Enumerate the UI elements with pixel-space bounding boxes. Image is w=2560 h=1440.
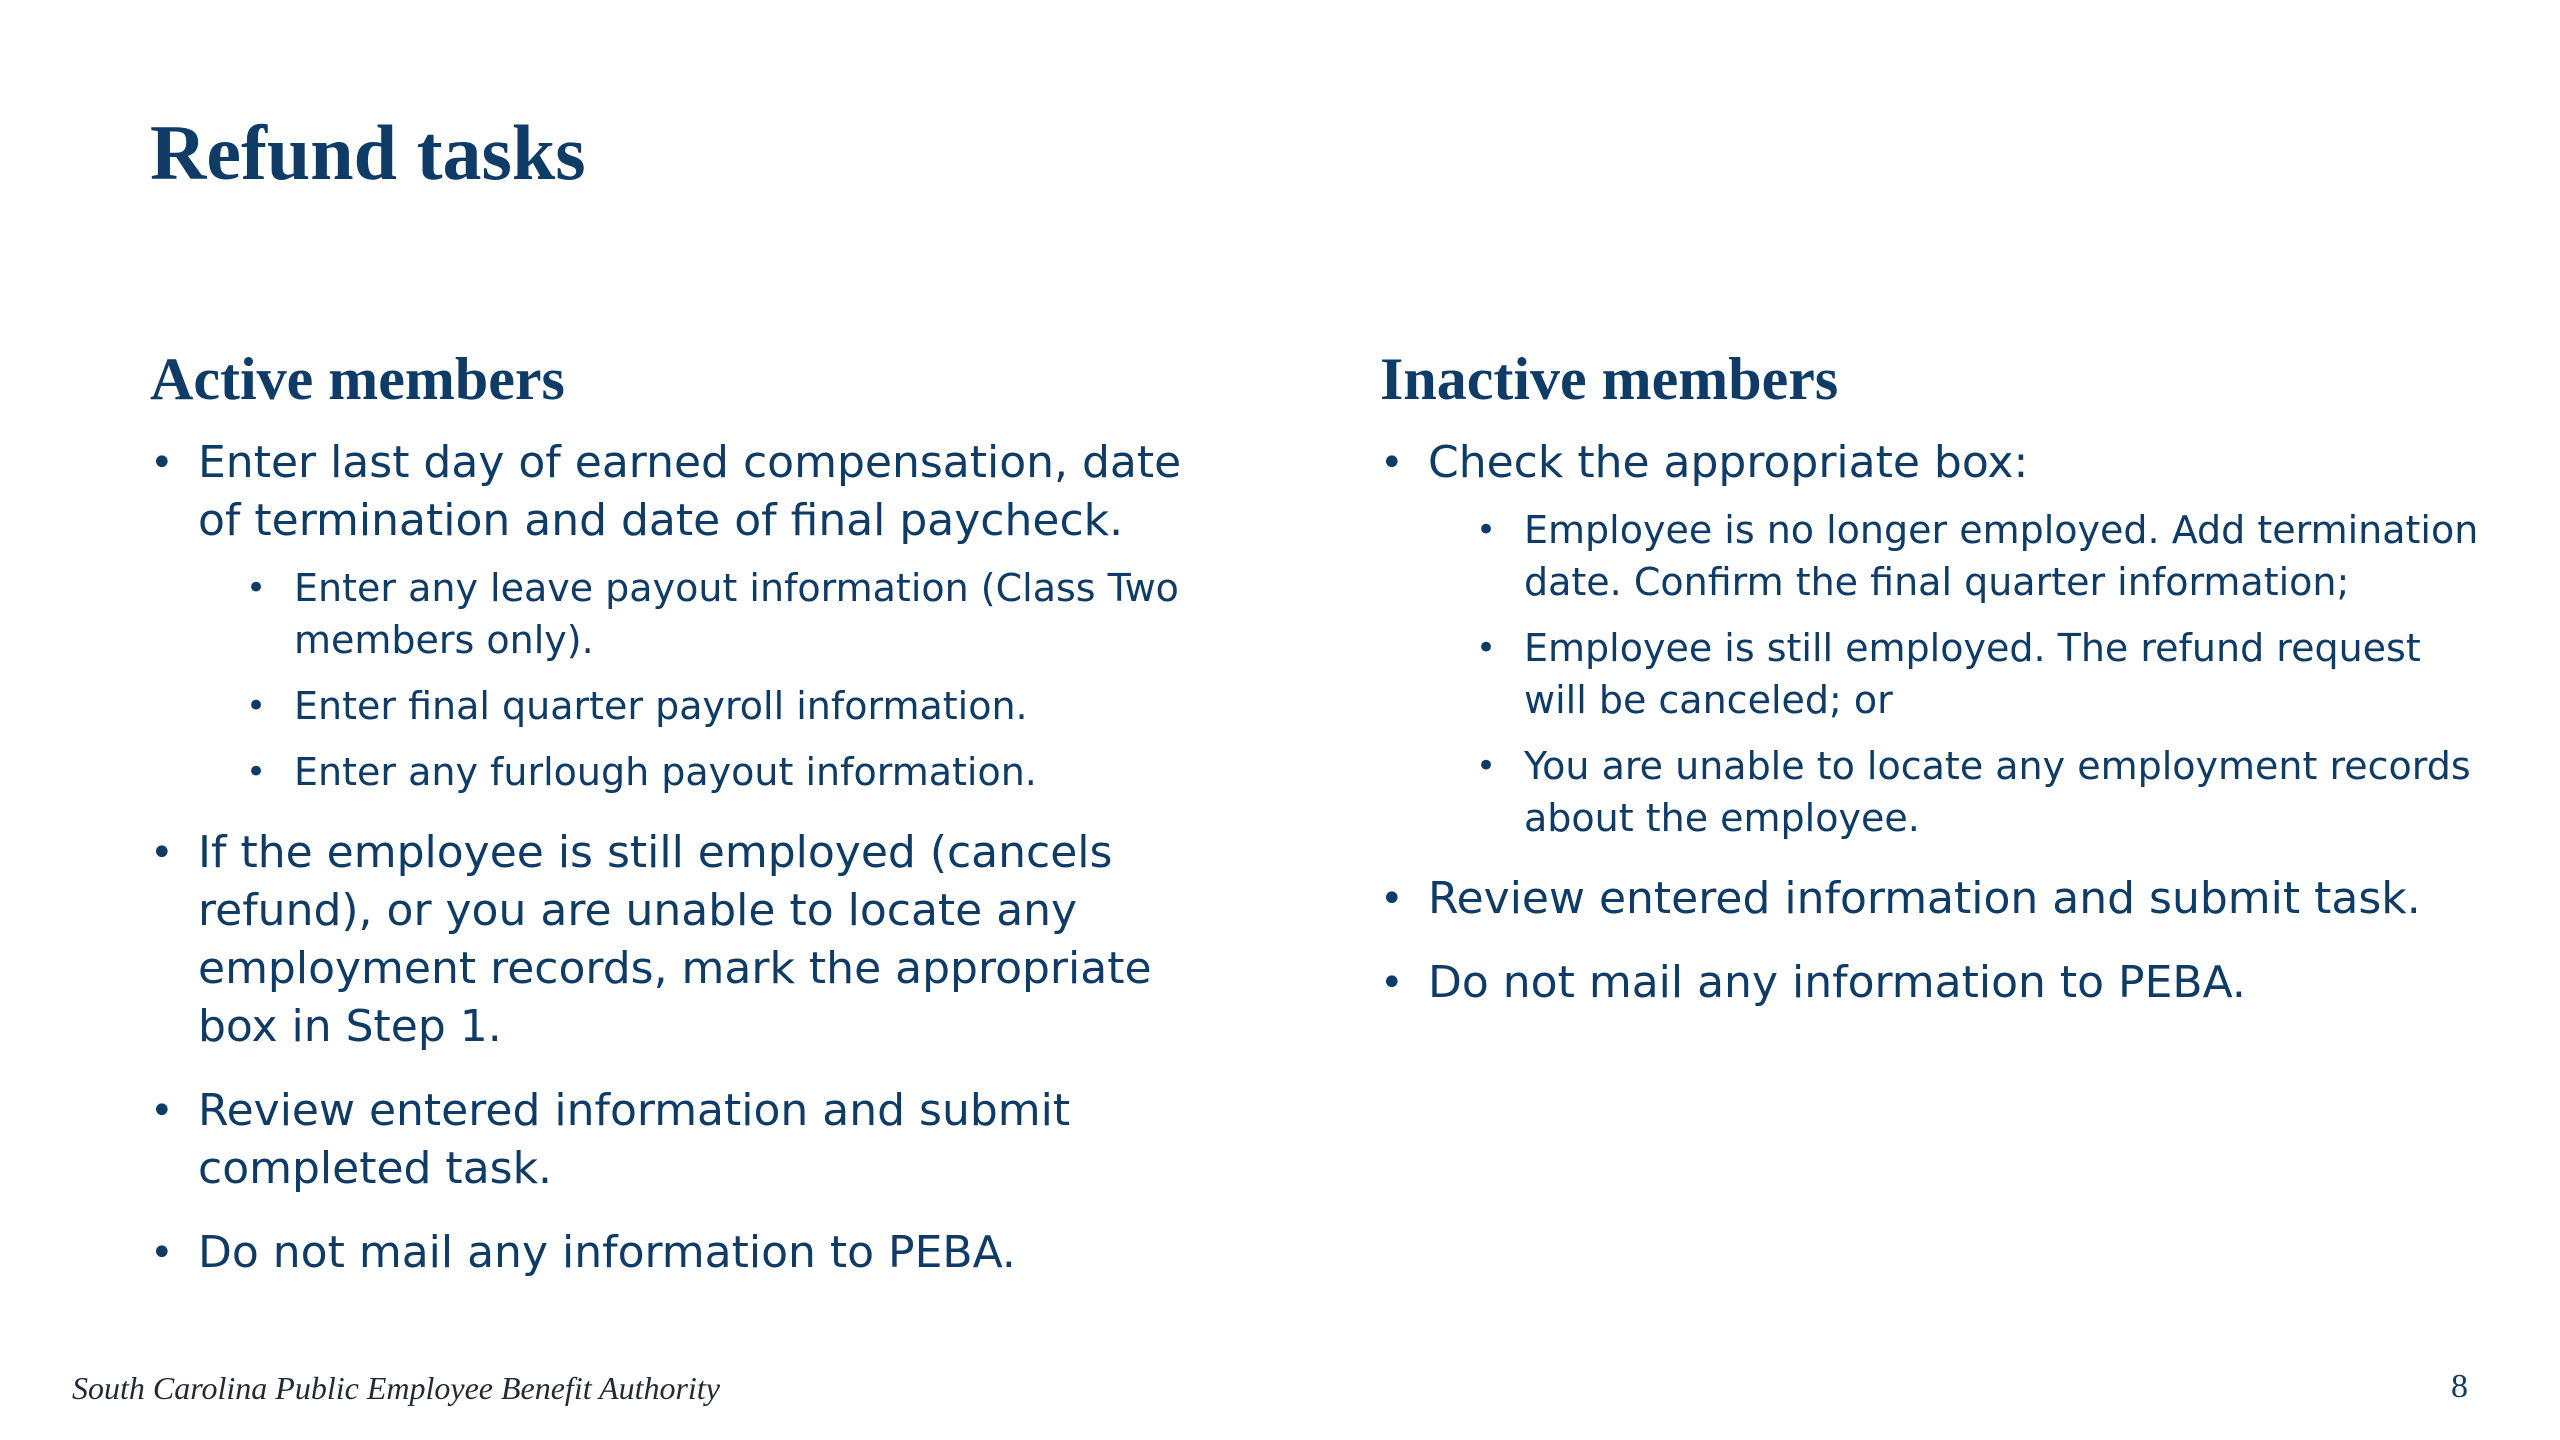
inactive-members-section [1380, 345, 2480, 1038]
list-item [1380, 434, 2480, 844]
active-members-list [150, 434, 1230, 1282]
sub-list-item: • Employee is still employed. The refund request will be canceled; or [1476, 622, 2480, 726]
active-members-heading: Active members [150, 346, 565, 412]
list-item [150, 434, 1230, 798]
slide-title: Refund tasks [150, 109, 586, 196]
sub-list-item: • You are unable to locate any employment records about the employee. [1476, 740, 2480, 844]
list-item-text: Do not mail any information to PEBA. [1428, 957, 2246, 1008]
list-item-text: Review entered information and submit completed task. [198, 1085, 1071, 1194]
active-members-section [150, 345, 1230, 1308]
sub-list [1428, 504, 2480, 844]
list-item [150, 824, 1230, 1056]
list-item-text: Review entered information and submit task. [1428, 873, 2421, 924]
list-item-text: Do not mail any information to PEBA. [198, 1227, 1016, 1278]
list-item [1380, 954, 2480, 1012]
list-item-text: Enter last day of earned compensation, date of termination and date of final paycheck. [198, 437, 1182, 546]
sub-list-item: • Enter any furlough payout information. [246, 746, 1230, 798]
list-item [1380, 870, 2480, 928]
list-item-text: Check the appropriate box: [1428, 437, 2029, 488]
list-item-text: If the employee is still employed (cancels refund), or you are unable to locate any employment records, mark the appropriate box in Step 1. [198, 827, 1152, 1052]
list-item [150, 1224, 1230, 1282]
inactive-members-list [1380, 434, 2480, 1012]
inactive-members-heading: Inactive members [1380, 346, 1839, 412]
list-item [150, 1082, 1230, 1198]
sub-list [198, 562, 1230, 798]
footer-organization: South Carolina Public Employee Benefit Authority [72, 1370, 720, 1406]
sub-list-item: • Enter final quarter payroll information. [246, 680, 1230, 732]
sub-list-item: • Enter any leave payout information (Class Two members only). [246, 562, 1230, 666]
page-number: 8 [2451, 1368, 2468, 1405]
sub-list-item: • Employee is no longer employed. Add termination date. Confirm the final quarter information; [1476, 504, 2480, 608]
